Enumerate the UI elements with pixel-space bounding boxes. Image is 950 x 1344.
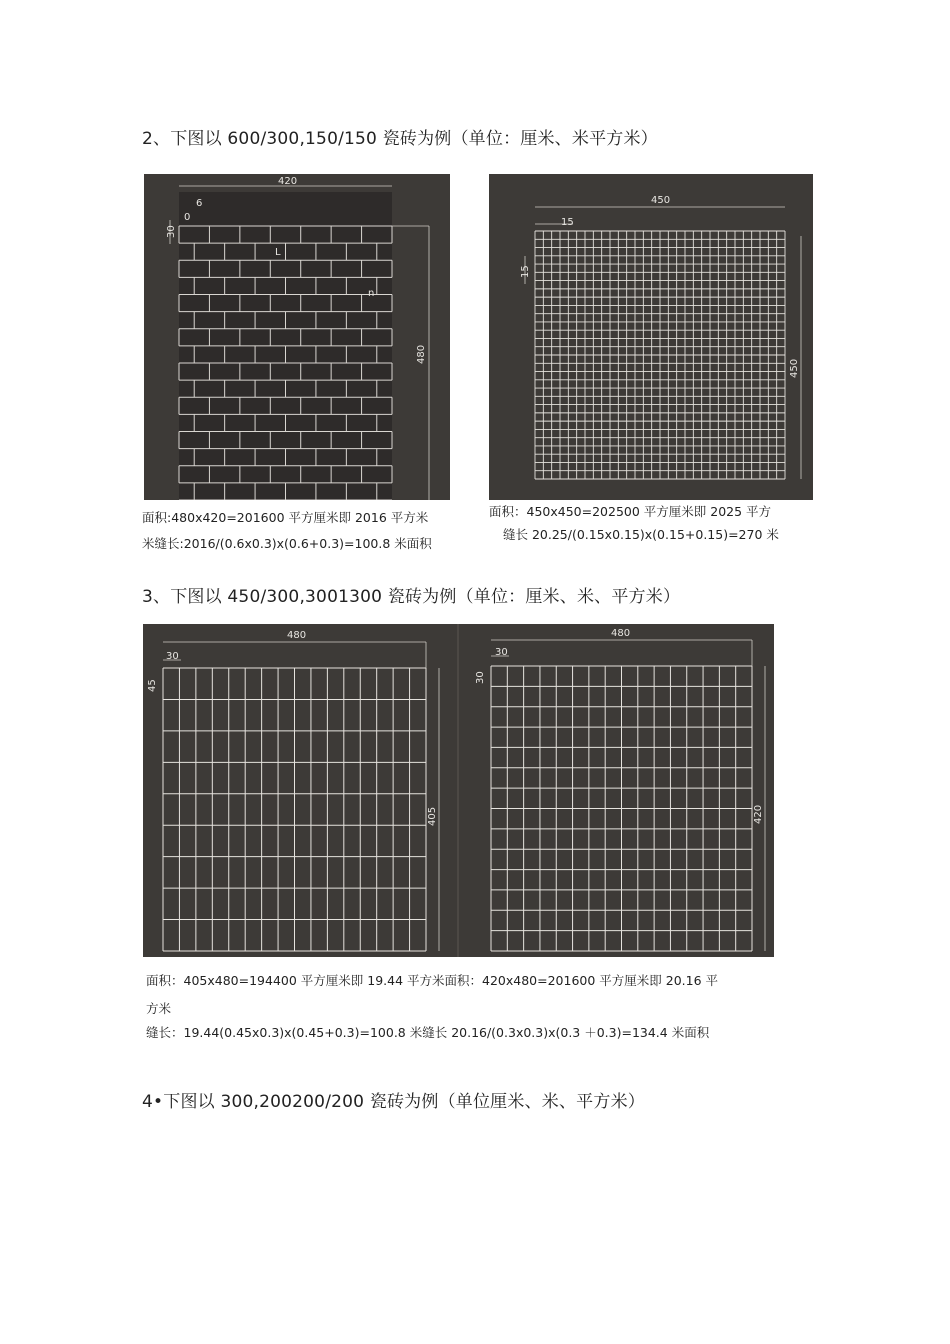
section-3-caption-1: 面积：405x480=194400 平方厘米即 19.44 平方米面积：420x480=201600 平方厘米即 20.16 平 xyxy=(146,973,719,988)
section-2-right-caption-1: 面积：450x450=202500 平方厘米即 2025 平方 xyxy=(489,504,772,519)
section-3-caption-3: 缝长：19.44(0.45x0.3)x(0.45+0.3)=100.8 米缝长 20.16/(0.3x0.3)x(0.3 ＋0.3)=134.4 米面积 xyxy=(146,1025,710,1040)
section-2-left-caption-2: 米缝长:2016/(0.6x0.3)x(0.6+0.3)=100.8 米面积 xyxy=(142,536,432,551)
dimension-width-label: 450 xyxy=(651,195,671,206)
dimension-height-label: 405 xyxy=(427,806,438,826)
dimension-width-label: 420 xyxy=(278,176,298,187)
tile-layout-figure-150x150 xyxy=(489,174,813,500)
dimension-tile-height-label: 30 xyxy=(475,671,486,684)
dimension-width-label: 480 xyxy=(287,630,307,641)
section-2-left-caption-1: 面积:480x420=201600 平方厘米即 2016 平方米 xyxy=(142,510,429,525)
tile-layout-figure-600x300 xyxy=(144,174,450,500)
dimension-tile-width-label: 15 xyxy=(561,217,574,228)
section-3-heading: 3、下图以 450/300,3001300 瓷砖为例（单位：厘米、米、平方米） xyxy=(142,587,681,607)
dimension-height-label: 420 xyxy=(753,804,764,824)
dimension-tile-width-label: 30 xyxy=(166,651,179,662)
section-2-right-caption-2: 缝长 20.25/(0.15x0.15)x(0.15+0.15)=270 米 xyxy=(503,527,779,542)
tile-layout-figure-450x300-and-300x300 xyxy=(143,624,774,957)
dimension-tile-width-label: 30 xyxy=(495,647,508,658)
section-4-heading: 4•下图以 300,200200/200 瓷砖为例（单位厘米、米、平方米） xyxy=(142,1092,645,1112)
tile-grid-600x300 xyxy=(144,174,450,500)
figure-mark-1: 6 xyxy=(196,198,203,209)
section-2-heading: 2、下图以 600/300,150/150 瓷砖为例（单位：厘米、米平方米） xyxy=(142,129,658,149)
dimension-height-label: 450 xyxy=(789,358,800,378)
figure-mark-3: n xyxy=(368,288,375,299)
dimension-width-label: 480 xyxy=(611,628,631,639)
figure-mark-2: 0 xyxy=(184,212,191,223)
dimension-tile-height-label: 15 xyxy=(520,265,531,278)
tile-grid-150x150 xyxy=(489,174,813,500)
section-3-caption-2: 方米 xyxy=(146,1001,172,1016)
dimension-height-label: 480 xyxy=(416,344,427,364)
dimension-tile-height-label: 45 xyxy=(147,679,158,692)
dimension-tile-label: 30 xyxy=(166,225,177,238)
figure-mark-4: L xyxy=(275,247,281,258)
tile-grids-section-3 xyxy=(143,624,774,957)
